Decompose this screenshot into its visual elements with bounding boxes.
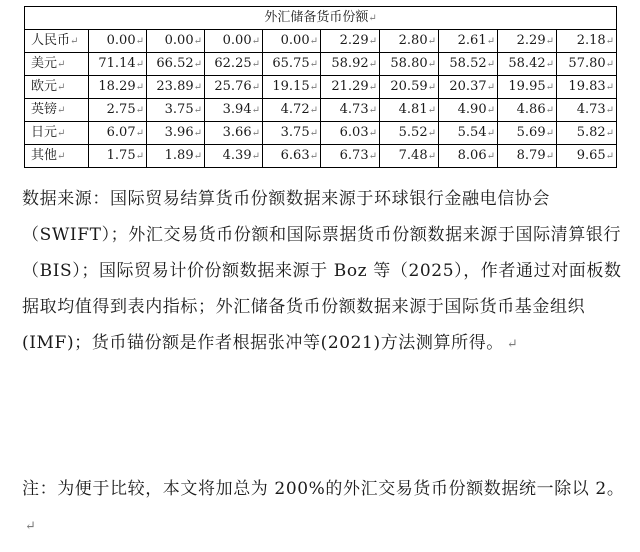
cell-value: 2.29 [516, 33, 546, 48]
table-title-cell [25, 7, 617, 30]
cell-value: 3.75 [164, 102, 194, 117]
value-cell [380, 53, 439, 76]
cell-value: 58.52 [449, 56, 487, 71]
table-row [25, 99, 617, 122]
table-row [25, 122, 617, 145]
cell-value: 5.52 [398, 125, 428, 140]
cell-value: 0.00 [222, 33, 252, 48]
cell-end-mark: ↵ [251, 82, 260, 93]
cell-end-mark: ↵ [57, 105, 66, 116]
cell-value: 4.73 [339, 102, 369, 117]
value-cell [263, 30, 321, 53]
cell-end-mark: ↵ [135, 82, 144, 93]
cell-value: 2.80 [398, 33, 428, 48]
cell-end-mark: ↵ [605, 82, 615, 93]
value-cell [147, 145, 205, 168]
value-cell [439, 53, 498, 76]
note-text: 注：为便于比较，本文将加总为 200%的外汇交易货币份额数据统一除以 2。 [22, 479, 625, 499]
cell-end-mark: ↵ [309, 128, 318, 139]
table-row [25, 76, 617, 99]
value-cell [89, 53, 147, 76]
table-title: 外汇储备货币份额 [264, 10, 369, 25]
value-cell [89, 122, 147, 145]
cell-value: 4.81 [398, 102, 428, 117]
cell-end-mark: ↵ [368, 128, 377, 139]
cell-value: 19.95 [508, 79, 546, 94]
row-label-cell [25, 122, 89, 145]
cell-end-mark: ↵ [193, 36, 202, 47]
cell-end-mark: ↵ [545, 36, 554, 47]
cell-value: 57.80 [568, 56, 606, 71]
cell-value: 2.61 [457, 33, 487, 48]
cell-value: 8.79 [516, 148, 546, 163]
value-cell [263, 145, 321, 168]
cell-value: 3.94 [222, 102, 252, 117]
cell-end-mark: ↵ [309, 82, 318, 93]
value-cell [147, 122, 205, 145]
row-label-cell [25, 53, 89, 76]
cell-value: 6.07 [106, 125, 136, 140]
value-cell [498, 53, 557, 76]
value-cell [557, 53, 617, 76]
cell-value: 5.82 [576, 125, 606, 140]
cell-value: 2.18 [576, 33, 606, 48]
cell-end-mark: ↵ [545, 82, 554, 93]
value-cell [89, 30, 147, 53]
cell-value: 58.80 [390, 56, 428, 71]
cell-value: 9.65 [576, 148, 606, 163]
value-cell [147, 76, 205, 99]
cell-end-mark: ↵ [368, 13, 377, 24]
cell-end-mark: ↵ [135, 151, 144, 162]
cell-end-mark: ↵ [309, 36, 318, 47]
cell-value: 1.75 [106, 148, 136, 163]
cell-end-mark: ↵ [486, 82, 495, 93]
value-cell [557, 76, 617, 99]
cell-end-mark: ↵ [486, 105, 495, 116]
value-cell [498, 145, 557, 168]
cell-end-mark: ↵ [545, 105, 554, 116]
cell-end-mark: ↵ [251, 105, 260, 116]
cell-value: 4.90 [457, 102, 487, 117]
cell-value: 71.14 [98, 56, 136, 71]
cell-value: 4.72 [280, 102, 310, 117]
cell-end-mark: ↵ [368, 105, 377, 116]
value-cell [439, 76, 498, 99]
cell-end-mark: ↵ [251, 128, 260, 139]
cell-value: 7.48 [398, 148, 428, 163]
row-label-cell [25, 76, 89, 99]
row-label-cell [25, 99, 89, 122]
value-cell [321, 122, 380, 145]
cell-end-mark: ↵ [427, 82, 436, 93]
row-label: 人民币 [31, 33, 71, 48]
cell-end-mark: ↵ [193, 59, 202, 70]
value-cell [498, 122, 557, 145]
value-cell [380, 99, 439, 122]
value-cell [205, 122, 263, 145]
cell-value: 23.89 [156, 79, 194, 94]
cell-value: 19.83 [568, 79, 606, 94]
cell-end-mark: ↵ [57, 59, 66, 70]
value-cell [321, 30, 380, 53]
value-cell [321, 99, 380, 122]
table-row [25, 53, 617, 76]
value-cell [380, 122, 439, 145]
cell-end-mark: ↵ [486, 36, 495, 47]
cell-end-mark: ↵ [545, 128, 554, 139]
value-cell [321, 76, 380, 99]
value-cell [147, 30, 205, 53]
value-cell [439, 30, 498, 53]
value-cell [439, 145, 498, 168]
cell-end-mark: ↵ [70, 36, 79, 47]
cell-value: 66.52 [156, 56, 194, 71]
cell-value: 3.66 [222, 125, 252, 140]
table-row [25, 30, 617, 53]
cell-end-mark: ↵ [545, 151, 554, 162]
cell-end-mark: ↵ [57, 82, 66, 93]
value-cell [147, 99, 205, 122]
value-cell [89, 99, 147, 122]
cell-value: 58.92 [331, 56, 369, 71]
cell-end-mark: ↵ [368, 59, 377, 70]
cell-value: 62.25 [214, 56, 252, 71]
value-cell [205, 76, 263, 99]
cell-end-mark: ↵ [251, 151, 260, 162]
cell-end-mark: ↵ [486, 59, 495, 70]
currency-share-table [24, 6, 617, 168]
value-cell [380, 30, 439, 53]
value-cell [205, 30, 263, 53]
value-cell [321, 53, 380, 76]
cell-end-mark: ↵ [368, 36, 377, 47]
data-source-text: 数据来源：国际贸易结算货币份额数据来源于环球银行金融电信协会（SWIFT）；外汇交易货币份额和国际票据货币份额数据来源于国际清算银行（BIS）；国际贸易计价份额数据来源于 Boz 等（2025），作者通过对面板数据取均值得到表内指标；外汇储备货币份额数据来源于国际货币基金组织(IMF)；货币锚份额是作者根据张冲等(2021)方法测算所得。 [22, 189, 622, 353]
data-source-paragraph [22, 181, 628, 363]
cell-end-mark: ↵ [309, 151, 318, 162]
value-cell [263, 99, 321, 122]
cell-end-mark: ↵ [135, 105, 144, 116]
value-cell [498, 76, 557, 99]
value-cell [147, 53, 205, 76]
cell-end-mark: ↵ [193, 105, 202, 116]
cell-end-mark: ↵ [368, 82, 377, 93]
value-cell [263, 53, 321, 76]
table-title-row [25, 7, 617, 30]
cell-end-mark: ↵ [486, 128, 495, 139]
value-cell [439, 99, 498, 122]
paragraph-mark: ↵ [506, 337, 519, 352]
cell-end-mark: ↵ [193, 128, 202, 139]
cell-end-mark: ↵ [135, 36, 144, 47]
cell-end-mark: ↵ [135, 128, 144, 139]
cell-value: 18.29 [98, 79, 136, 94]
cell-value: 0.00 [164, 33, 194, 48]
value-cell [498, 99, 557, 122]
row-label: 欧元 [31, 79, 58, 94]
value-cell [557, 145, 617, 168]
row-label-cell [25, 30, 89, 53]
cell-value: 8.06 [457, 148, 487, 163]
cell-value: 4.86 [516, 102, 546, 117]
value-cell [205, 53, 263, 76]
value-cell [439, 122, 498, 145]
cell-end-mark: ↵ [427, 105, 436, 116]
value-cell [263, 122, 321, 145]
cell-value: 25.76 [214, 79, 252, 94]
table-row [25, 145, 617, 168]
cell-end-mark: ↵ [57, 128, 66, 139]
cell-end-mark: ↵ [57, 151, 66, 162]
cell-end-mark: ↵ [486, 151, 495, 162]
value-cell [557, 30, 617, 53]
cell-end-mark: ↵ [605, 128, 615, 139]
note-paragraph [22, 471, 628, 545]
cell-end-mark: ↵ [135, 59, 144, 70]
row-label: 美元 [31, 56, 58, 71]
value-cell [205, 145, 263, 168]
cell-value: 0.00 [280, 33, 310, 48]
cell-value: 58.42 [508, 56, 546, 71]
cell-value: 4.73 [576, 102, 606, 117]
cell-value: 20.59 [390, 79, 428, 94]
value-cell [321, 145, 380, 168]
cell-value: 0.00 [106, 33, 136, 48]
row-label: 英镑 [31, 102, 58, 117]
cell-end-mark: ↵ [605, 151, 615, 162]
row-label-cell [25, 145, 89, 168]
cell-value: 4.39 [222, 148, 252, 163]
value-cell [557, 99, 617, 122]
cell-end-mark: ↵ [605, 105, 615, 116]
value-cell [263, 76, 321, 99]
cell-value: 19.15 [272, 79, 310, 94]
value-cell [205, 99, 263, 122]
cell-value: 65.75 [272, 56, 310, 71]
cell-value: 6.03 [339, 125, 369, 140]
cell-end-mark: ↵ [193, 82, 202, 93]
value-cell [89, 145, 147, 168]
row-label: 日元 [31, 125, 58, 140]
cell-end-mark: ↵ [427, 151, 436, 162]
cell-end-mark: ↵ [605, 59, 615, 70]
cell-value: 5.54 [457, 125, 487, 140]
row-label: 其他 [31, 148, 58, 163]
cell-value: 2.75 [106, 102, 136, 117]
cell-value: 5.69 [516, 125, 546, 140]
paragraph-mark: ↵ [25, 519, 37, 534]
cell-value: 6.63 [280, 148, 310, 163]
value-cell [557, 122, 617, 145]
cell-end-mark: ↵ [427, 36, 436, 47]
value-cell [380, 76, 439, 99]
cell-end-mark: ↵ [545, 59, 554, 70]
cell-end-mark: ↵ [427, 128, 436, 139]
cell-end-mark: ↵ [251, 59, 260, 70]
cell-end-mark: ↵ [427, 59, 436, 70]
cell-value: 3.75 [280, 125, 310, 140]
cell-end-mark: ↵ [368, 151, 377, 162]
cell-value: 2.29 [339, 33, 369, 48]
value-cell [498, 30, 557, 53]
value-cell [380, 145, 439, 168]
cell-value: 6.73 [339, 148, 369, 163]
cell-value: 1.89 [164, 148, 194, 163]
cell-end-mark: ↵ [193, 151, 202, 162]
cell-end-mark: ↵ [309, 59, 318, 70]
cell-end-mark: ↵ [309, 105, 318, 116]
cell-value: 21.29 [331, 79, 369, 94]
cell-end-mark: ↵ [251, 36, 260, 47]
cell-end-mark: ↵ [605, 36, 615, 47]
value-cell [89, 76, 147, 99]
cell-value: 20.37 [449, 79, 487, 94]
cell-value: 3.96 [164, 125, 194, 140]
